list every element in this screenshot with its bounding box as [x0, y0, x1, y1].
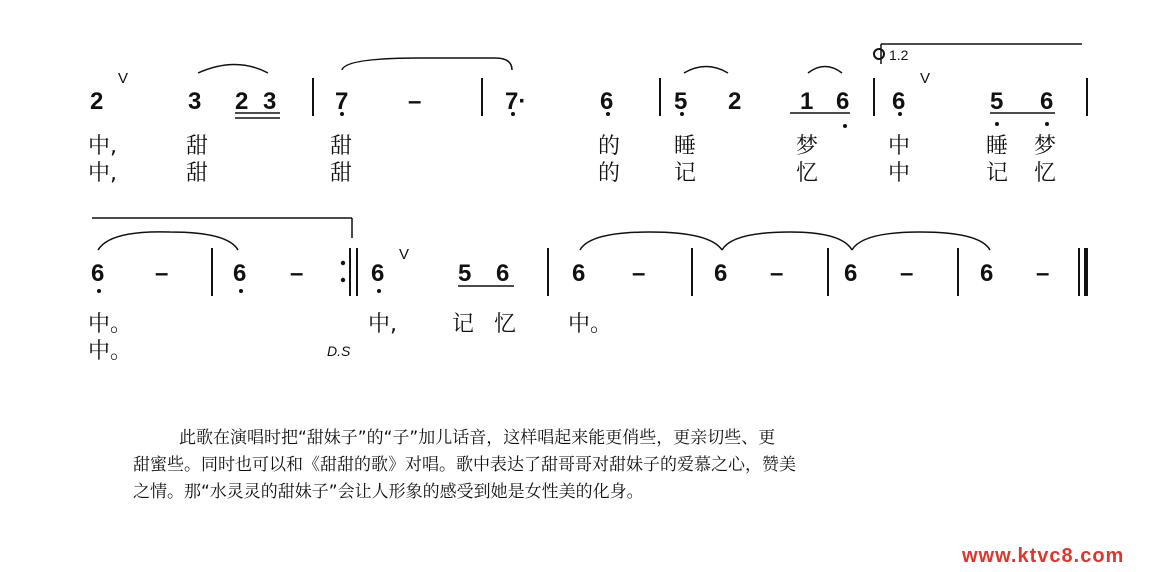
- note: 3: [263, 88, 277, 115]
- note-dash: –: [770, 260, 784, 287]
- note-dash: –: [632, 260, 646, 287]
- site-watermark: www.ktvc8.com: [962, 545, 1125, 567]
- note: 6: [1040, 88, 1054, 115]
- lyric: 中: [888, 134, 911, 159]
- lyric: 睡: [674, 134, 697, 159]
- note-dash: –: [900, 260, 914, 287]
- lyric: 中。: [88, 312, 133, 337]
- lyric: 记: [986, 161, 1009, 186]
- note: 6: [892, 88, 906, 115]
- note: 2: [728, 88, 742, 115]
- note: 6: [844, 260, 858, 287]
- note: 5: [990, 88, 1004, 115]
- note: 6: [836, 88, 850, 115]
- breath-mark: V: [920, 70, 931, 87]
- volta-label: 1.2: [889, 47, 909, 63]
- lyric: 中。: [88, 339, 133, 364]
- description-line: 之情。那“水灵灵的甜妹子”会让人形象的感受到她是女性美的化身。: [133, 482, 644, 502]
- lyric: 中。: [568, 312, 613, 337]
- lyric: 睡: [986, 134, 1009, 159]
- breath-mark: V: [118, 70, 129, 87]
- lyric: 中,: [88, 161, 117, 186]
- lyric: 的: [598, 161, 621, 186]
- note-dash: –: [155, 260, 169, 287]
- note-dash: –: [290, 260, 304, 287]
- note: 6: [714, 260, 728, 287]
- lyric: 记: [674, 161, 697, 186]
- note: 5: [458, 260, 472, 287]
- lyric: 甜: [186, 134, 209, 159]
- note: 6: [600, 88, 614, 115]
- lyric: 梦: [1034, 134, 1057, 159]
- note: 1: [800, 88, 814, 115]
- lyric: 记: [452, 312, 475, 337]
- note: 7: [335, 88, 349, 115]
- note: 6: [572, 260, 586, 287]
- note: 6: [980, 260, 994, 287]
- ds-mark: D.S: [327, 343, 351, 359]
- lyric: 甜: [330, 134, 353, 159]
- breath-mark: V: [399, 246, 410, 263]
- lyric: 忆: [494, 312, 517, 337]
- lyric: 忆: [796, 161, 819, 186]
- note: 7·: [505, 88, 527, 115]
- lyric: 中: [888, 161, 911, 186]
- note: 2: [235, 88, 249, 115]
- note: 6: [496, 260, 510, 287]
- note: 6: [233, 260, 247, 287]
- lyric: 的: [598, 134, 621, 159]
- lyric: 梦: [796, 134, 819, 159]
- note: 2: [90, 88, 104, 115]
- description-line: 此歌在演唱时把“甜妹子”的“子”加儿话音，这样唱起来能更俏些，更亲切些、更: [179, 428, 776, 448]
- lyric: 甜: [186, 161, 209, 186]
- lyric: 甜: [330, 161, 353, 186]
- note-dash: –: [1036, 260, 1050, 287]
- lyric: 中,: [88, 134, 117, 159]
- note: 5: [674, 88, 688, 115]
- note: 6: [371, 260, 385, 287]
- lyric: 中,: [368, 312, 397, 337]
- description-line: 甜蜜些。同时也可以和《甜甜的歌》对唱。歌中表达了甜哥哥对甜妹子的爱慕之心，赞美: [133, 455, 796, 475]
- note-dash: –: [408, 88, 422, 115]
- note: 6: [91, 260, 105, 287]
- note: 3: [188, 88, 202, 115]
- lyric: 忆: [1034, 161, 1057, 186]
